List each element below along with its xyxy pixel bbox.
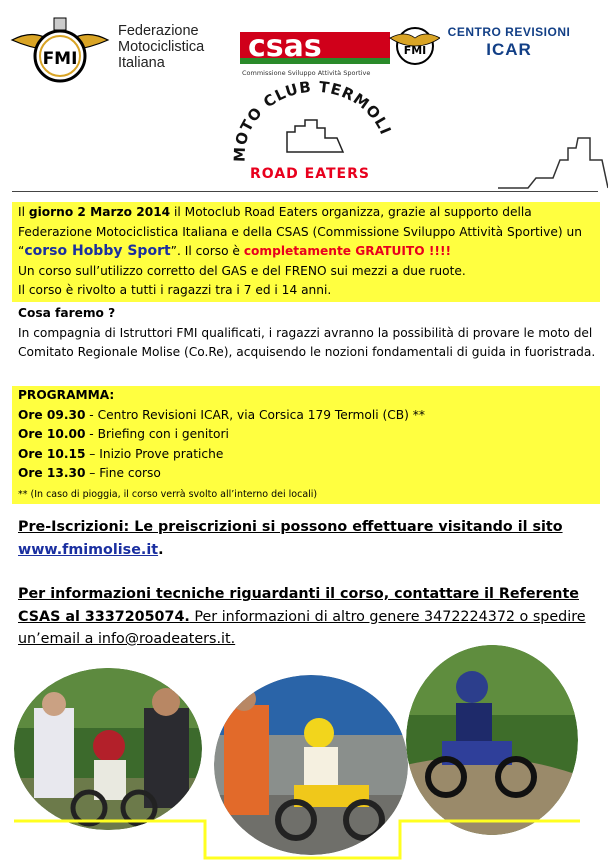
svg-text:FMI: FMI bbox=[42, 49, 78, 69]
icar-line2: ICAR bbox=[486, 40, 532, 59]
programma-item bbox=[18, 447, 223, 461]
photo-kids-with-instructor bbox=[14, 668, 202, 830]
svg-text:MOTO CLUB TERMOLI: MOTO CLUB TERMOLI bbox=[230, 80, 395, 163]
programma-block bbox=[12, 386, 600, 504]
preiscrizioni-text: Pre-Iscrizioni: Le preiscrizioni si possono effettuare visitando il sito bbox=[18, 519, 563, 535]
intro-text-3: ”. Il corso è bbox=[170, 244, 244, 258]
programma-time: Ore 13.30 bbox=[18, 466, 86, 480]
fmi-name-line1: Federazione bbox=[118, 23, 199, 39]
svg-text:ROAD EATERS: ROAD EATERS bbox=[250, 166, 370, 182]
programma-item bbox=[18, 466, 161, 480]
cosa-faremo-block bbox=[12, 304, 600, 386]
svg-text:FMI: FMI bbox=[403, 44, 427, 57]
fmi-name bbox=[118, 23, 204, 71]
fmi-logo bbox=[10, 10, 110, 90]
intro-line2: Un corso sull’utilizzo corretto del GAS e del FRENO sui mezzi a due ruote. bbox=[18, 263, 466, 278]
intro-block bbox=[12, 202, 600, 302]
programma-item bbox=[18, 427, 229, 441]
intro-text: Il bbox=[18, 205, 25, 219]
programma-desc: - Briefing con i genitori bbox=[85, 427, 229, 441]
bottom-yellow-border bbox=[0, 818, 610, 862]
cosa-faremo-text: In compagnia di Istruttori FMI qualificati, i ragazzi avranno la possibilità di provare le moto del Comitato Regionale Molise (Co.Re), acquisendo le nozioni fondamentali di guida in fuoristrada. bbox=[18, 325, 596, 359]
header-divider bbox=[12, 191, 598, 192]
motoclub-logo bbox=[225, 80, 395, 192]
fmimolise-link[interactable]: www.fmimolise.it bbox=[18, 542, 159, 558]
fmi-name-line2: Motociclistica bbox=[118, 39, 205, 55]
preiscrizioni-block bbox=[18, 516, 588, 562]
svg-text:Commissione Sviluppo Attività: Commissione Sviluppo Attività Sportive bbox=[242, 69, 371, 77]
cosa-faremo-title: Cosa faremo ? bbox=[18, 306, 116, 320]
photo-kid-riding-offroad bbox=[406, 645, 578, 835]
info-other-contact[interactable]: Per informazioni di altro genere 3472224372 o spedire un’email a info@roadeaters.it. bbox=[18, 608, 586, 647]
svg-text:csas: csas bbox=[248, 29, 322, 64]
programma-time: Ore 10.00 bbox=[18, 427, 86, 441]
intro-text-2: il Motoclub Road Eaters organizza, grazie al supporto della Federazione Motociclistica Italiana e della CSAS (Commissione Sviluppo Attività Sportive) un “ bbox=[18, 205, 582, 258]
course-name: corso Hobby Sport bbox=[24, 243, 171, 259]
programma-title: PROGRAMMA: bbox=[18, 388, 115, 402]
icar-line1: CENTRO REVISIONI bbox=[447, 25, 571, 39]
free-badge-text: completamente GRATUITO !!!! bbox=[243, 244, 452, 258]
programma-desc: – Inizio Prove pratiche bbox=[85, 446, 224, 461]
programma-time: Ore 09.30 bbox=[18, 407, 86, 422]
programma-desc: – Fine corso bbox=[85, 466, 161, 480]
programma-time: Ore 10.15 bbox=[18, 446, 86, 461]
programma-note: ** (In caso di pioggia, il corso verrà svolto all’interno dei locali) bbox=[18, 488, 318, 500]
intro-line3: Il corso è rivolto a tutti i ragazzi tra i 7 ed i 14 anni. bbox=[18, 283, 332, 297]
info-tech-contact: Per informazioni tecniche riguardanti il corso, contattare il Referente CSAS al 3337205074. bbox=[18, 586, 579, 625]
icar-logo bbox=[444, 25, 574, 60]
castle-drawing bbox=[498, 130, 608, 190]
programma-desc: - Centro Revisioni ICAR, via Corsica 179 Termoli (CB) ** bbox=[85, 407, 425, 422]
info-block bbox=[18, 583, 588, 651]
programma-item bbox=[18, 408, 425, 422]
csas-logo bbox=[240, 16, 440, 78]
fmi-name-line3: Italiana bbox=[118, 55, 165, 71]
preiscrizioni-dot: . bbox=[158, 542, 164, 558]
intro-date: giorno 2 Marzo 2014 bbox=[28, 205, 171, 219]
